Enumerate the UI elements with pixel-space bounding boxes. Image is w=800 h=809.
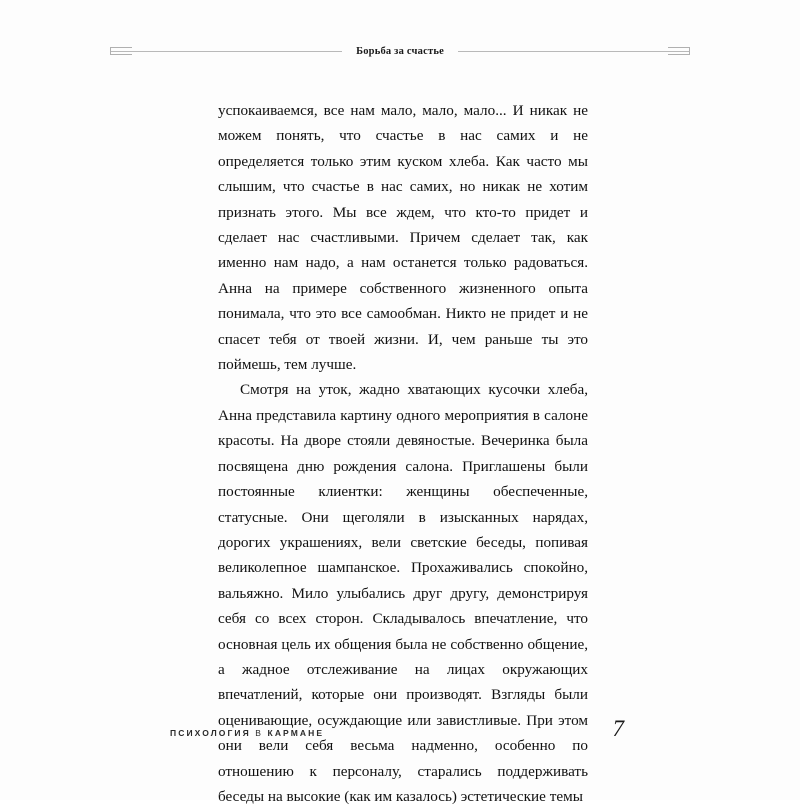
- running-head: [110, 40, 690, 62]
- series-mark-part1: ПСИХОЛОГИЯ: [170, 728, 251, 738]
- series-mark-part2: КАРМАНЕ: [267, 728, 325, 738]
- page-footer: [170, 716, 630, 742]
- running-head-rule-left: [110, 51, 342, 52]
- paragraph-1: успокаиваемся, все нам мало, мало, мало... И никак не можем понять, что счастье в нас самих и не определяется только этим куском хлеба. Как часто мы слышим, что счастье в нас самих, но никак не хотим признать этого. Мы все ждем, что кто-то придет и сделает нас счастливыми. Причем сделает так, как именно нам надо, а нам останется только радоваться. Анна на примере собственного жизненного опыта понимала, что это все самообман. Никто не придет и не спасет тебя от твоей жизни. И, чем раньше ты это поймешь, тем лучше.: [218, 102, 588, 374]
- series-mark-separator: В: [250, 728, 268, 738]
- running-head-rule-right: [458, 51, 690, 52]
- body-text: [218, 98, 588, 809]
- series-mark: [170, 728, 324, 738]
- page-number: 7: [612, 716, 624, 741]
- chapter-title: Борьба за счастье: [356, 45, 444, 57]
- paragraph-2: Смотря на уток, жадно хватающих кусочки хлеба, Анна представила картину одного мероприятия в салоне красоты. На дворе стояли девяностые. Вечеринка была посвящена дню рождения салона. Приглашены были постоянные клиентки: женщины обеспеченные, статусные. Они щеголяли в изысканных нарядах, дорогих украшениях, вели светские беседы, попивая великолепное шампанское. Прохаживались спокойно, вальяжно. Мило улыбались друг другу, демонстрируя себя со всех сторон. Складывалось впечатление, что основная цель их общения была не собственно общение, а жадное отслеживание на лицах окружающих впечатлений, которые они производят. Взгляды были оценивающие, осуждающие или завистливые. При этом они вели себя весьма надменно, особенно по отношению к персоналу, старались поддерживать беседы на высокие (как им казалось) эстетические темы: [218, 381, 588, 805]
